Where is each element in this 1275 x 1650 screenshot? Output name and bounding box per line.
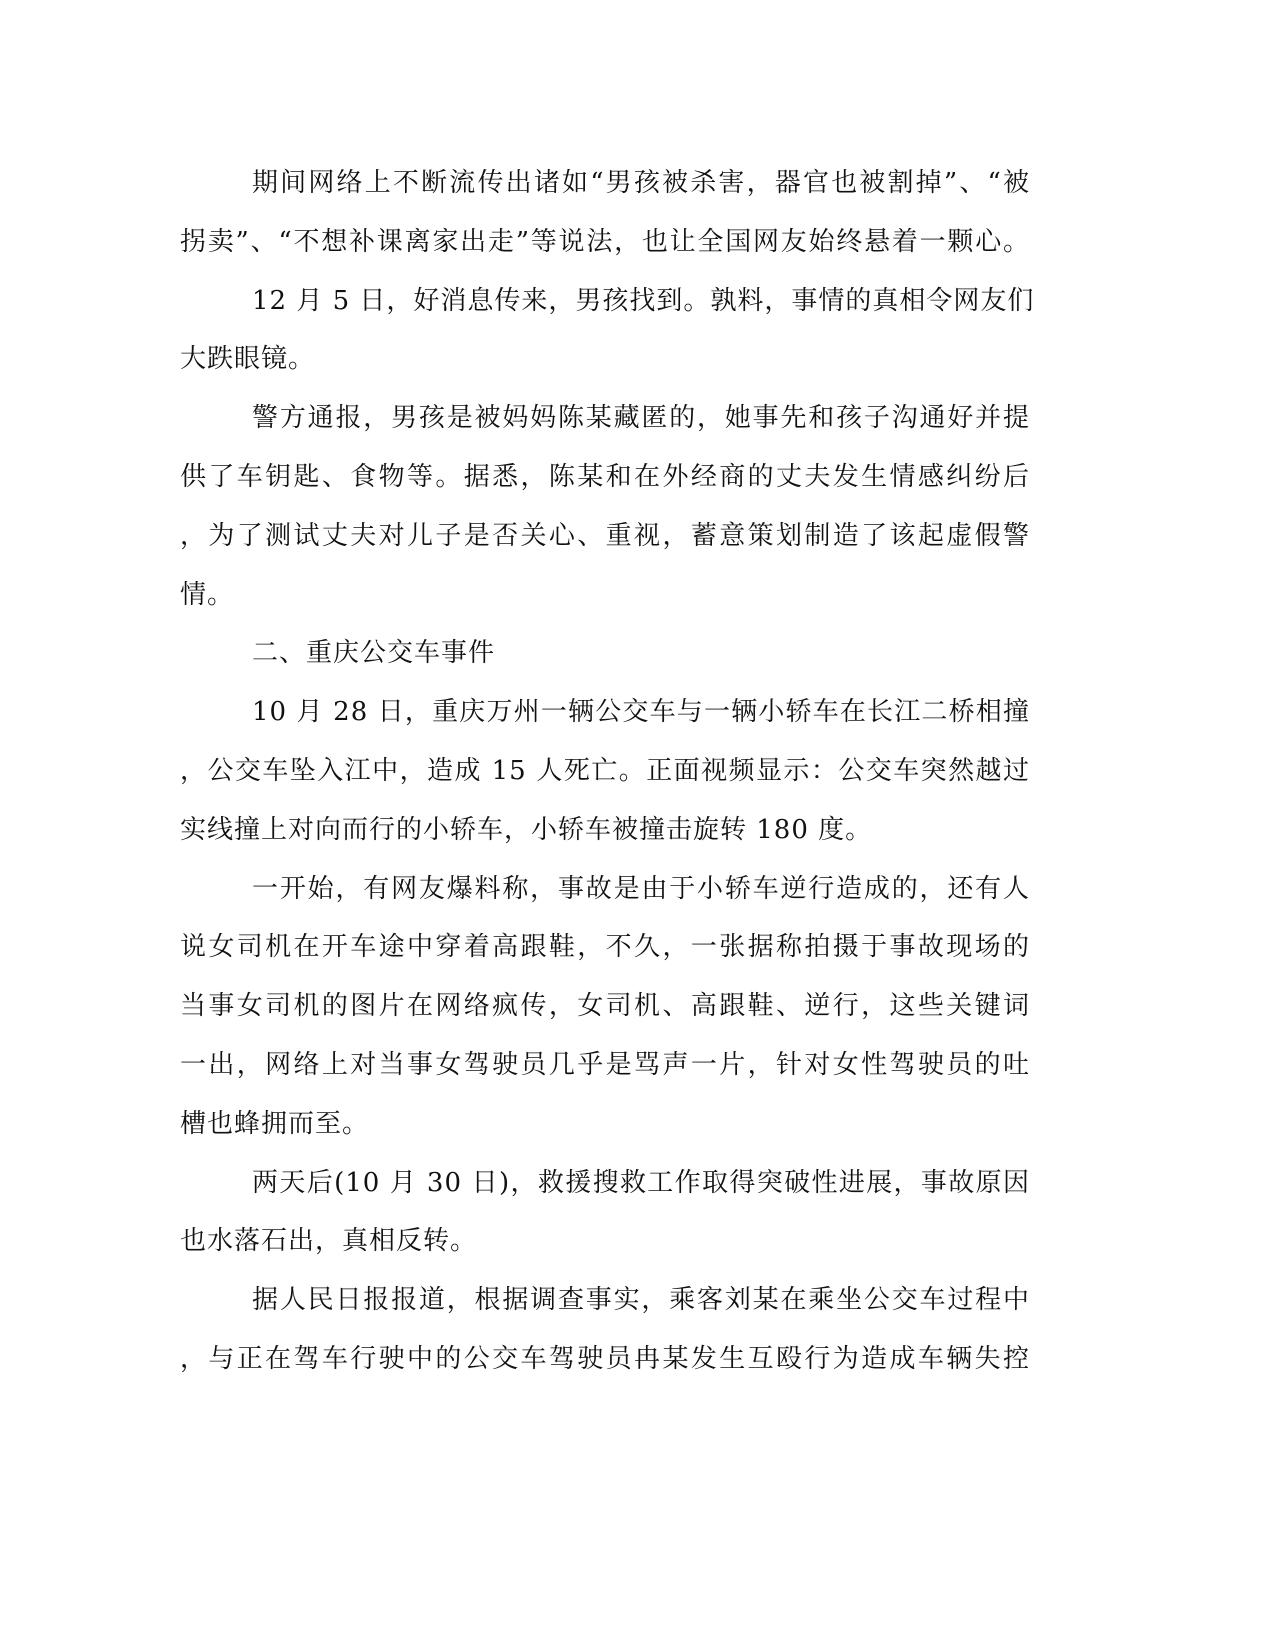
text-line: 12 月 5 日，好消息传来，男孩找到。孰料，事情的真相令网友们 bbox=[252, 285, 1035, 316]
text-line: 槽也蜂拥而至。 bbox=[180, 1108, 370, 1139]
text-line: ，与正在驾车行驶中的公交车驾驶员冉某发生互殴行为造成车辆失控 bbox=[180, 1344, 1030, 1374]
text-line: 供了车钥匙、食物等。据悉，陈某和在外经商的丈夫发生情感纠纷后 bbox=[180, 462, 1030, 492]
text-line: 期间网络上不断流传出诸如“男孩被杀害，器官也被割掉”、“被 bbox=[252, 168, 1030, 198]
text-line: ，公交车坠入江中，造成 15 人死亡。正面视频显示：公交车突然越过 bbox=[180, 756, 1030, 786]
text-line: 二、重庆公交车事件 bbox=[252, 638, 496, 669]
text-line: 也水落石出，真相反转。 bbox=[180, 1226, 478, 1257]
text-line: 当事女司机的图片在网络疯传，女司机、高跟鞋、逆行，这些关键词 bbox=[180, 991, 1030, 1022]
text-line: 两天后(10 月 30 日)，救援搜救工作取得突破性进展，事故原因 bbox=[252, 1167, 1030, 1198]
text-line: 据人民日报报道，根据调查事实，乘客刘某在乘坐公交车过程中 bbox=[252, 1285, 1030, 1316]
text-line: 实线撞上对向而行的小轿车，小轿车被撞击旋转 180 度。 bbox=[180, 814, 873, 845]
text-line: 大跌眼镜。 bbox=[180, 344, 316, 375]
text-line: 警方通报，男孩是被妈妈陈某藏匿的，她事先和孩子沟通好并提 bbox=[252, 403, 1030, 434]
text-line: 说女司机在开车途中穿着高跟鞋，不久，一张据称拍摄于事故现场的 bbox=[180, 932, 1030, 963]
text-line: 情。 bbox=[180, 579, 235, 610]
text-line: ，为了测试丈夫对儿子是否关心、重视，蓄意策划制造了该起虚假警 bbox=[180, 520, 1030, 551]
text-line: 一开始，有网友爆料称，事故是由于小轿车逆行造成的，还有人 bbox=[252, 873, 1030, 904]
text-line: 一出，网络上对当事女驾驶员几乎是骂声一片，针对女性驾驶员的吐 bbox=[180, 1050, 1030, 1080]
text-line: 10 月 28 日，重庆万州一辆公交车与一辆小轿车在长江二桥相撞 bbox=[252, 697, 1030, 728]
text-line: 拐卖”、“不想补课离家出走”等说法，也让全国网友始终悬着一颗心。 bbox=[180, 226, 1030, 257]
